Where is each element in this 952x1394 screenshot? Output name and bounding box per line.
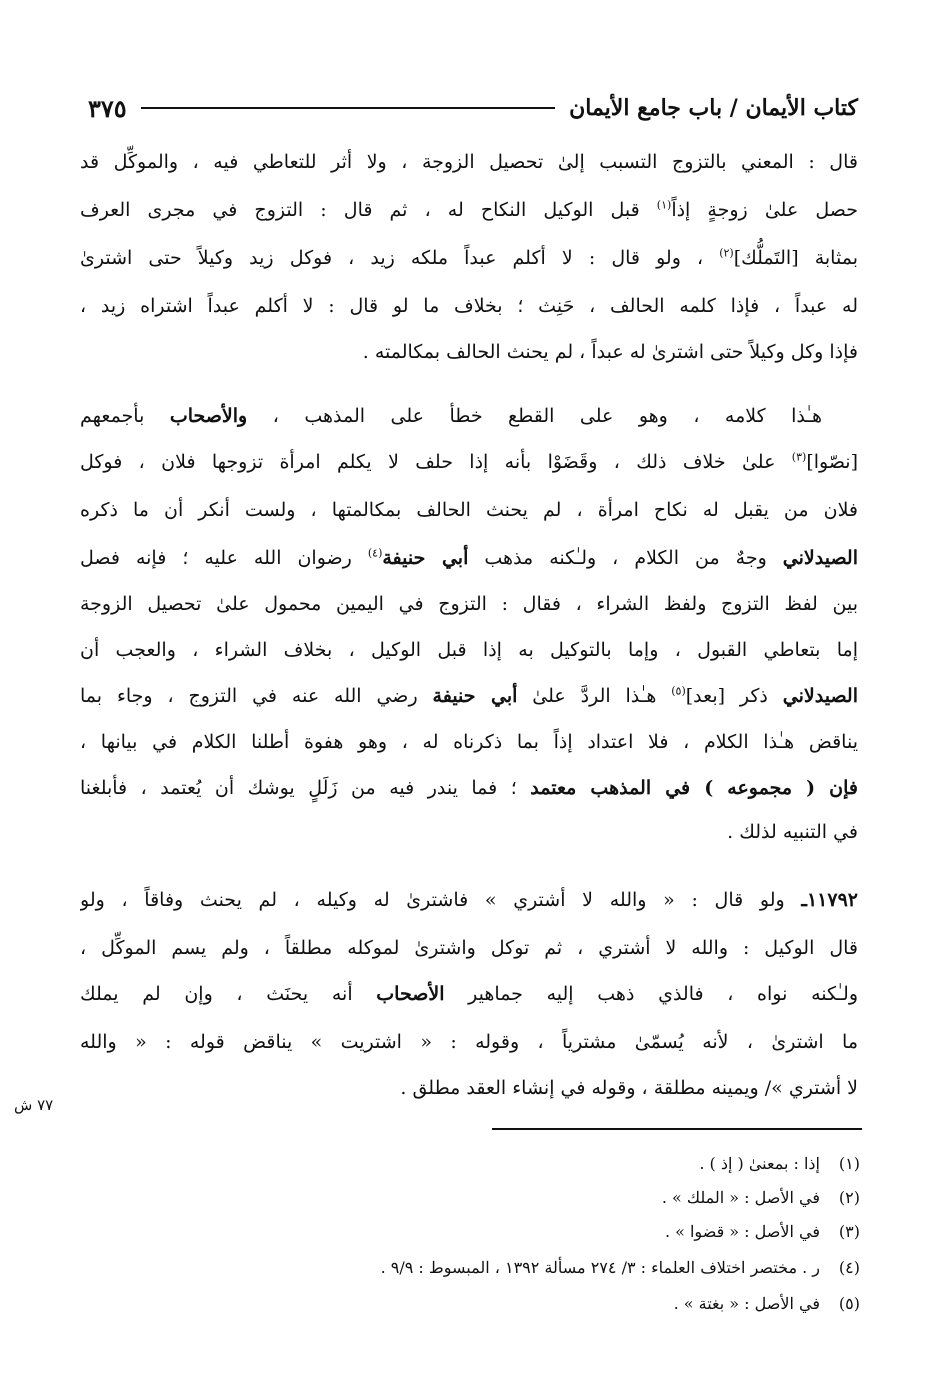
- footnote-ref-5[interactable]: (٥): [671, 684, 686, 698]
- footnote-separator: [492, 1128, 862, 1130]
- footnote-5: (٥)في الأصل : « بغتة » .: [673, 1294, 860, 1313]
- p2-line-6: إما بتعاطي القبول ، وإما بالتوكيل به إذا قبل الوكيل ، بخلاف الشراء ، والعجب أن: [80, 639, 858, 661]
- p1-line-2: حصل علىٰ زوجةٍ إذاً$^{(١)}$ قبل الوكيل النكاح له ، ثم قال : التزوج في مجرى العرف: [80, 198, 858, 221]
- p3-line-3: ولـٰكنه نواه ، فالذي ذهب إليه جماهير الأصحاب أنه يحنَث ، وإن لم يملك: [80, 983, 858, 1005]
- p3-line-2: قال الوكيل : والله لا أشتري ، ثم توكل واشترىٰ لموكله مطلقاً ، ولم يسم الموكِّل ،: [80, 937, 858, 959]
- footnote-4: (٤)ر . مختصر اختلاف العلماء : ٣/ ٢٧٤ مسألة ١٣٩٢ ، المبسوط : ٩/٩ .: [380, 1258, 860, 1277]
- bold-name-saydalani: الصيدلاني: [782, 547, 858, 569]
- footnote-ref-2[interactable]: (٢): [719, 246, 734, 260]
- p2-line-7: الصيدلاني ذكر [بعد]$^{(٥)}$ هـٰذا الردَّ علىٰ أبي حنيفة رضي الله عنه في التزوج ، وجاء بما: [80, 684, 858, 707]
- p2-line-2: [نصّوا]$^{(٣)}$ علىٰ خلاف ذلك ، وقَضَوْا بأنه إذا حلف لا يكلم امرأة تزوجها فلان ، فوكل: [80, 450, 858, 473]
- bold-term-ashab: والأصحاب: [169, 405, 248, 427]
- p2-line-9: فإن ( مجموعه ) في المذهب معتمد ؛ فما يندر فيه من زَلَلٍ يوشك أن يُعتمد ، فأبلغنا: [80, 777, 858, 799]
- footnote-3: (٣)في الأصل : « قضوا » .: [664, 1222, 860, 1241]
- p1-line-1: قال : المعني بالتزوج التسبب إلىٰ تحصيل الزوجة ، ولا أثر للتعاطي فيه ، والموكِّل قد: [80, 151, 858, 173]
- p2-line-1: هـٰذا كلامه ، وهو على القطع خطأ على المذهب ، والأصحاب بأجمعهم: [80, 405, 822, 427]
- margin-folio-note: ٧٧ ش: [14, 1096, 54, 1114]
- page-number: ٣٧٥: [88, 93, 127, 123]
- footnote-1: (١)إذا : بمعنىٰ ( إذ ) .: [699, 1154, 860, 1173]
- footnote-ref-3[interactable]: (٣): [791, 450, 807, 464]
- footnote-2: (٢)في الأصل : « الملك » .: [661, 1188, 860, 1207]
- p1-line-3: بمثابة [التَملُّك]$^{(٢)}$ ، ولو قال : لا أكلم عبداً ملكه زيد ، فوكل زيد وكيلاً حتى اشترىٰ: [80, 246, 858, 269]
- running-header: [88, 88, 858, 128]
- bold-phrase-majmu: فإن ( مجموعه ) في المذهب معتمد: [530, 777, 858, 799]
- p2-line-3: فلان من يقبل له نكاح امرأة ، لم يحنث الحالف بمكالمتها ، ولست أنكر أن ما ذكره: [80, 499, 858, 521]
- p3-line-4: ما اشترىٰ ، لأنه يُسمّىٰ مشترياً ، وقوله : « اشتريت » يناقض قوله : « والله: [80, 1031, 858, 1053]
- header-rule: [141, 107, 555, 109]
- p3-line-5: لا أشتري »/ ويمينه مطلقة ، وقوله في إنشاء العقد مطلق .: [400, 1077, 858, 1099]
- p2-line-5: بين لفظ التزوج ولفظ الشراء ، فقال : التزوج في اليمين محمول علىٰ تحصيل الزوجة: [80, 593, 858, 615]
- bold-name-abu-hanifa: أبي حنيفة: [382, 547, 469, 569]
- p3-line-1: ١١٧٩٢ـ ولو قال : « والله لا أشتري » فاشترىٰ له وكيله ، لم يحنث وفاقاً ، ولو: [80, 889, 858, 911]
- p2-line-8: يناقض هـٰذا الكلام ، فلا اعتداد إذاً بما ذكرناه له ، وهو هفوة أطلنا الكلام في بيانها ،: [80, 731, 858, 753]
- p1-line-4: له عبداً ، فإذا كلمه الحالف ، حَنِث ؛ بخلاف ما لو قال : لا أكلم عبداً اشتراه زيد ،: [80, 295, 858, 317]
- header-title: كتاب الأيمان / باب جامع الأيمان: [569, 95, 858, 121]
- footnote-ref-4[interactable]: (٤): [367, 546, 383, 560]
- p1-line-5: فإذا وكل وكيلاً حتى اشترىٰ له عبداً ، لم يحنث الحالف بمكالمته .: [362, 341, 858, 363]
- p2-line-4: الصيدلاني وجهٌ من الكلام ، ولـٰكنه مذهب أبي حنيفة$^{(٤)}$ رضوان الله عليه ؛ فإنه فصل: [80, 546, 858, 569]
- footnote-ref-1[interactable]: (١): [656, 198, 672, 212]
- p2-line-10: في التنبيه لذلك .: [727, 821, 858, 843]
- issue-number: ١١٧٩٢ـ: [801, 889, 858, 911]
